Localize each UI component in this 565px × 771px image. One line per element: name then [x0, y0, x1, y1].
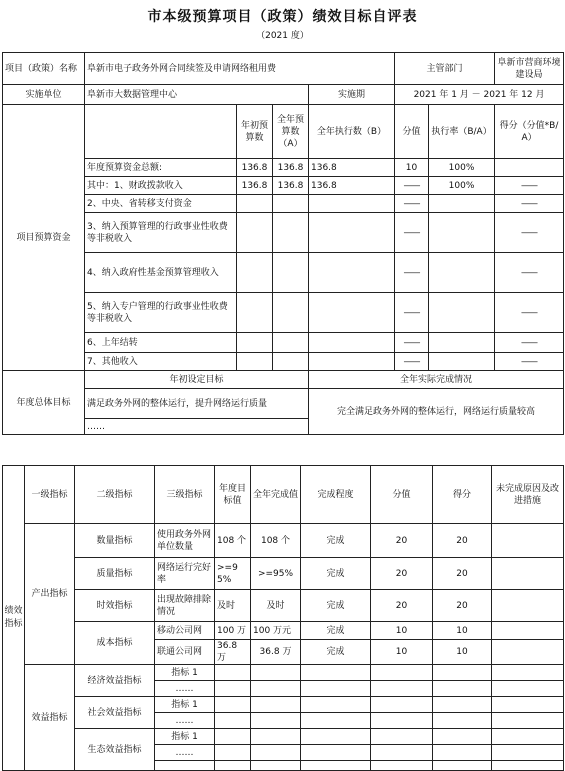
dept-value: 阜新市营商环境建设局 [495, 53, 564, 85]
header-level2: 二级指标 [75, 466, 155, 524]
table-row: …… [3, 745, 564, 761]
budget-info-table [2, 52, 564, 435]
table-row: 生态效益指标 指标 1 [3, 729, 564, 745]
benefit-indicator-label: 效益指标 [25, 665, 75, 771]
header-score-value: 分值 [395, 105, 429, 159]
header-target: 年度目标值 [215, 466, 251, 524]
form-title: 市本级预算项目（政策）绩效目标自评表 [147, 9, 418, 25]
unit-label: 实施单位 [3, 85, 85, 105]
header-actual: 全年完成值 [251, 466, 301, 524]
header-level1: 一级指标 [25, 466, 75, 524]
funds-section-label: 项目预算资金 [3, 105, 85, 371]
header-ind-score: 得分 [433, 466, 492, 524]
header-ind-score-value: 分值 [371, 466, 433, 524]
form-year: （2021 度） [256, 31, 309, 41]
table-row: 6、上年结转 —— —— [3, 333, 564, 353]
table-row: 质量指标 网络运行完好率 >=95% >=95% 完成 20 20 [3, 558, 564, 590]
dept-label: 主管部门 [395, 53, 495, 85]
table-row: …… [3, 681, 564, 697]
goals-ellipsis: …… [85, 419, 309, 435]
header-degree: 完成程度 [301, 466, 371, 524]
table-row: 成本指标 移动公司网 100 万 100 万元 完成 10 10 [3, 622, 564, 640]
project-name: 阜新市电子政务外网合同续签及申请网络租用费 [85, 53, 395, 85]
table-row: 5、纳入专户管理的行政事业性收费等非税收入 —— —— [3, 293, 564, 333]
table-row: 联通公司网 36.8 万 36.8 万 完成 10 10 [3, 640, 564, 665]
header-initial-budget: 年初预算数 [237, 105, 273, 159]
table-row: 2、中央、省转移支付资金 —— —— [3, 195, 564, 213]
period-value: 2021 年 1 月 － 2021 年 12 月 [395, 85, 564, 105]
table-row: 产出指标 数量指标 使用政务外网单位数量 108 个 108 个 完成 20 20 [3, 524, 564, 558]
table-row: 4、纳入政府性基金预算管理收入 —— —— [3, 253, 564, 293]
table-row: 时效指标 出现故障排除情况 及时 及时 完成 20 20 [3, 590, 564, 622]
header-exec-rate: 执行率（B/A） [429, 105, 495, 159]
header-score: 得分（分值*B/A） [495, 105, 564, 159]
table-row: 3、纳入预算管理的行政事业性收费等非税收入 —— —— [3, 213, 564, 253]
table-row: 效益指标 经济效益指标 指标 1 [3, 665, 564, 681]
table-row: 其中：1、财政拨款收入 136.8 136.8 136.8 —— 100% —— [3, 177, 564, 195]
project-name-label: 项目（政策）名称 [3, 53, 85, 85]
table-row: 7、其他收入 —— —— [3, 353, 564, 371]
table-row: 年度预算资金总额: 136.8 136.8 136.8 10 100% [3, 159, 564, 177]
goals-actual-header: 全年实际完成情况 [309, 371, 564, 389]
period-label: 实施期 [309, 85, 395, 105]
goals-section-label: 年度总体目标 [3, 371, 85, 435]
goals-actual-text: 完全满足政务外网的整体运行，网络运行质量较高 [309, 389, 564, 435]
unit-value: 阜新市大数据管理中心 [85, 85, 309, 105]
header-level3: 三级指标 [155, 466, 215, 524]
goals-initial-header: 年初设定目标 [85, 371, 309, 389]
indicators-section-label: 绩效指标 [3, 466, 25, 771]
table-row: …… [3, 713, 564, 729]
header-reason: 未完成原因及改进措施 [492, 466, 564, 524]
table-row: 社会效益指标 指标 1 [3, 697, 564, 713]
indicators-table [2, 465, 564, 771]
header-executed: 全年执行数（B） [309, 105, 395, 159]
header-annual-budget: 全年预算数（A） [273, 105, 309, 159]
cost-indicator-label: 成本指标 [75, 622, 155, 665]
output-indicator-label: 产出指标 [25, 524, 75, 665]
goals-initial-text: 满足政务外网的整体运行，提升网络运行质量 [85, 389, 309, 419]
